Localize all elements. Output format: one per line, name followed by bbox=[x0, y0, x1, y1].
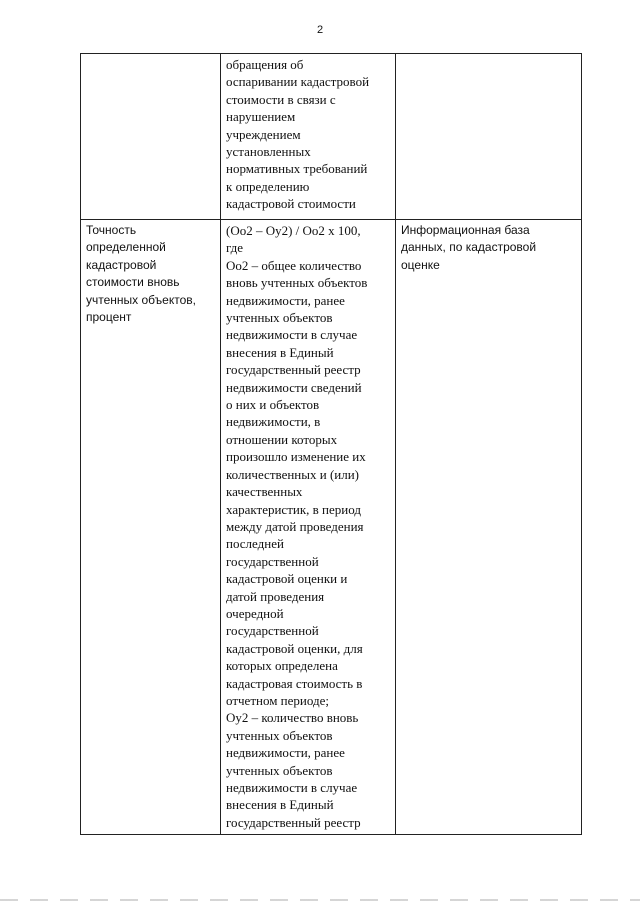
text-line: учтенных объектов bbox=[226, 762, 333, 778]
text-line: недвижимости сведений bbox=[226, 379, 362, 395]
text-line: установленных bbox=[226, 144, 311, 160]
text-line: процент bbox=[86, 310, 132, 325]
text-line: кадастровой bbox=[86, 257, 157, 272]
text-line: государственный реестр bbox=[226, 814, 361, 830]
page-number: 2 bbox=[316, 24, 324, 36]
text-line: обращения об bbox=[226, 57, 304, 72]
text-line: вновь учтенных объектов bbox=[226, 275, 368, 291]
text-line: недвижимости в случае bbox=[226, 780, 358, 795]
text-line: стоимости вновь bbox=[86, 275, 180, 290]
text-line: произошло изменение их bbox=[226, 449, 366, 465]
text-line: (Оо2 – Оу2) / Оо2 х 100, bbox=[226, 223, 361, 238]
text-line: государственной bbox=[226, 623, 319, 639]
text-line: недвижимости, ранее bbox=[226, 292, 345, 308]
row2-indicator-cell bbox=[81, 220, 221, 835]
text-line: кадастровой оценки и bbox=[226, 571, 348, 587]
row1-source-cell bbox=[396, 54, 582, 220]
text-line: отношении которых bbox=[226, 431, 338, 447]
text-line: о них и объектов bbox=[226, 397, 320, 413]
text-line: внесения в Единый bbox=[226, 797, 334, 813]
row2-formula-cell bbox=[221, 220, 396, 835]
text-line: учтенных объектов bbox=[226, 310, 333, 326]
text-line: количественных и (или) bbox=[226, 466, 360, 482]
text-line: государственной bbox=[226, 553, 319, 569]
text-line: которых определена bbox=[226, 658, 338, 674]
text-line: оспаривании кадастровой bbox=[226, 74, 370, 90]
text-line: Оу2 – количество вновь bbox=[226, 710, 359, 726]
scan-edge-artifact bbox=[0, 899, 640, 901]
table-row bbox=[81, 220, 582, 835]
text-line: внесения в Единый bbox=[226, 344, 334, 360]
text-line: определенной bbox=[86, 240, 166, 255]
text-line: качественных bbox=[226, 484, 303, 500]
text-line: кадастровой стоимости bbox=[226, 196, 356, 212]
text-line: отчетном периоде; bbox=[226, 692, 329, 708]
text-line: данных, по кадастровой bbox=[401, 240, 537, 255]
text-line: Информационная база bbox=[401, 223, 530, 237]
row1-indicator-cell bbox=[81, 54, 221, 220]
text-line: оценке bbox=[401, 257, 440, 272]
text-line: где bbox=[226, 240, 244, 256]
text-line: характеристик, в период bbox=[226, 501, 361, 517]
text-line: недвижимости, в bbox=[226, 414, 321, 430]
text-line: стоимости в связи с bbox=[226, 91, 336, 107]
text-line: нормативных требований bbox=[226, 161, 368, 177]
text-line: кадастровой оценки, для bbox=[226, 640, 363, 656]
row1-formula-cell bbox=[221, 54, 396, 220]
text-line: учтенных объектов, bbox=[86, 292, 196, 307]
text-line: учтенных объектов bbox=[226, 727, 333, 743]
text-line: государственный реестр bbox=[226, 362, 361, 378]
text-line: последней bbox=[226, 536, 284, 552]
table-row bbox=[81, 54, 582, 220]
text-line: нарушением bbox=[226, 109, 296, 125]
text-line: недвижимости, ранее bbox=[226, 745, 345, 761]
text-line: между датой проведения bbox=[226, 518, 364, 534]
text-line: кадастровая стоимость в bbox=[226, 675, 363, 691]
indicator-table bbox=[80, 53, 582, 835]
text-line: учреждением bbox=[226, 126, 301, 142]
text-line: недвижимости в случае bbox=[226, 327, 358, 343]
text-line: датой проведения bbox=[226, 588, 325, 604]
row2-source-cell bbox=[396, 220, 582, 835]
text-line: очередной bbox=[226, 605, 284, 621]
text-line: Оо2 – общее количество bbox=[226, 257, 362, 273]
text-line: Точность bbox=[86, 223, 137, 237]
text-line: к определению bbox=[226, 178, 310, 194]
